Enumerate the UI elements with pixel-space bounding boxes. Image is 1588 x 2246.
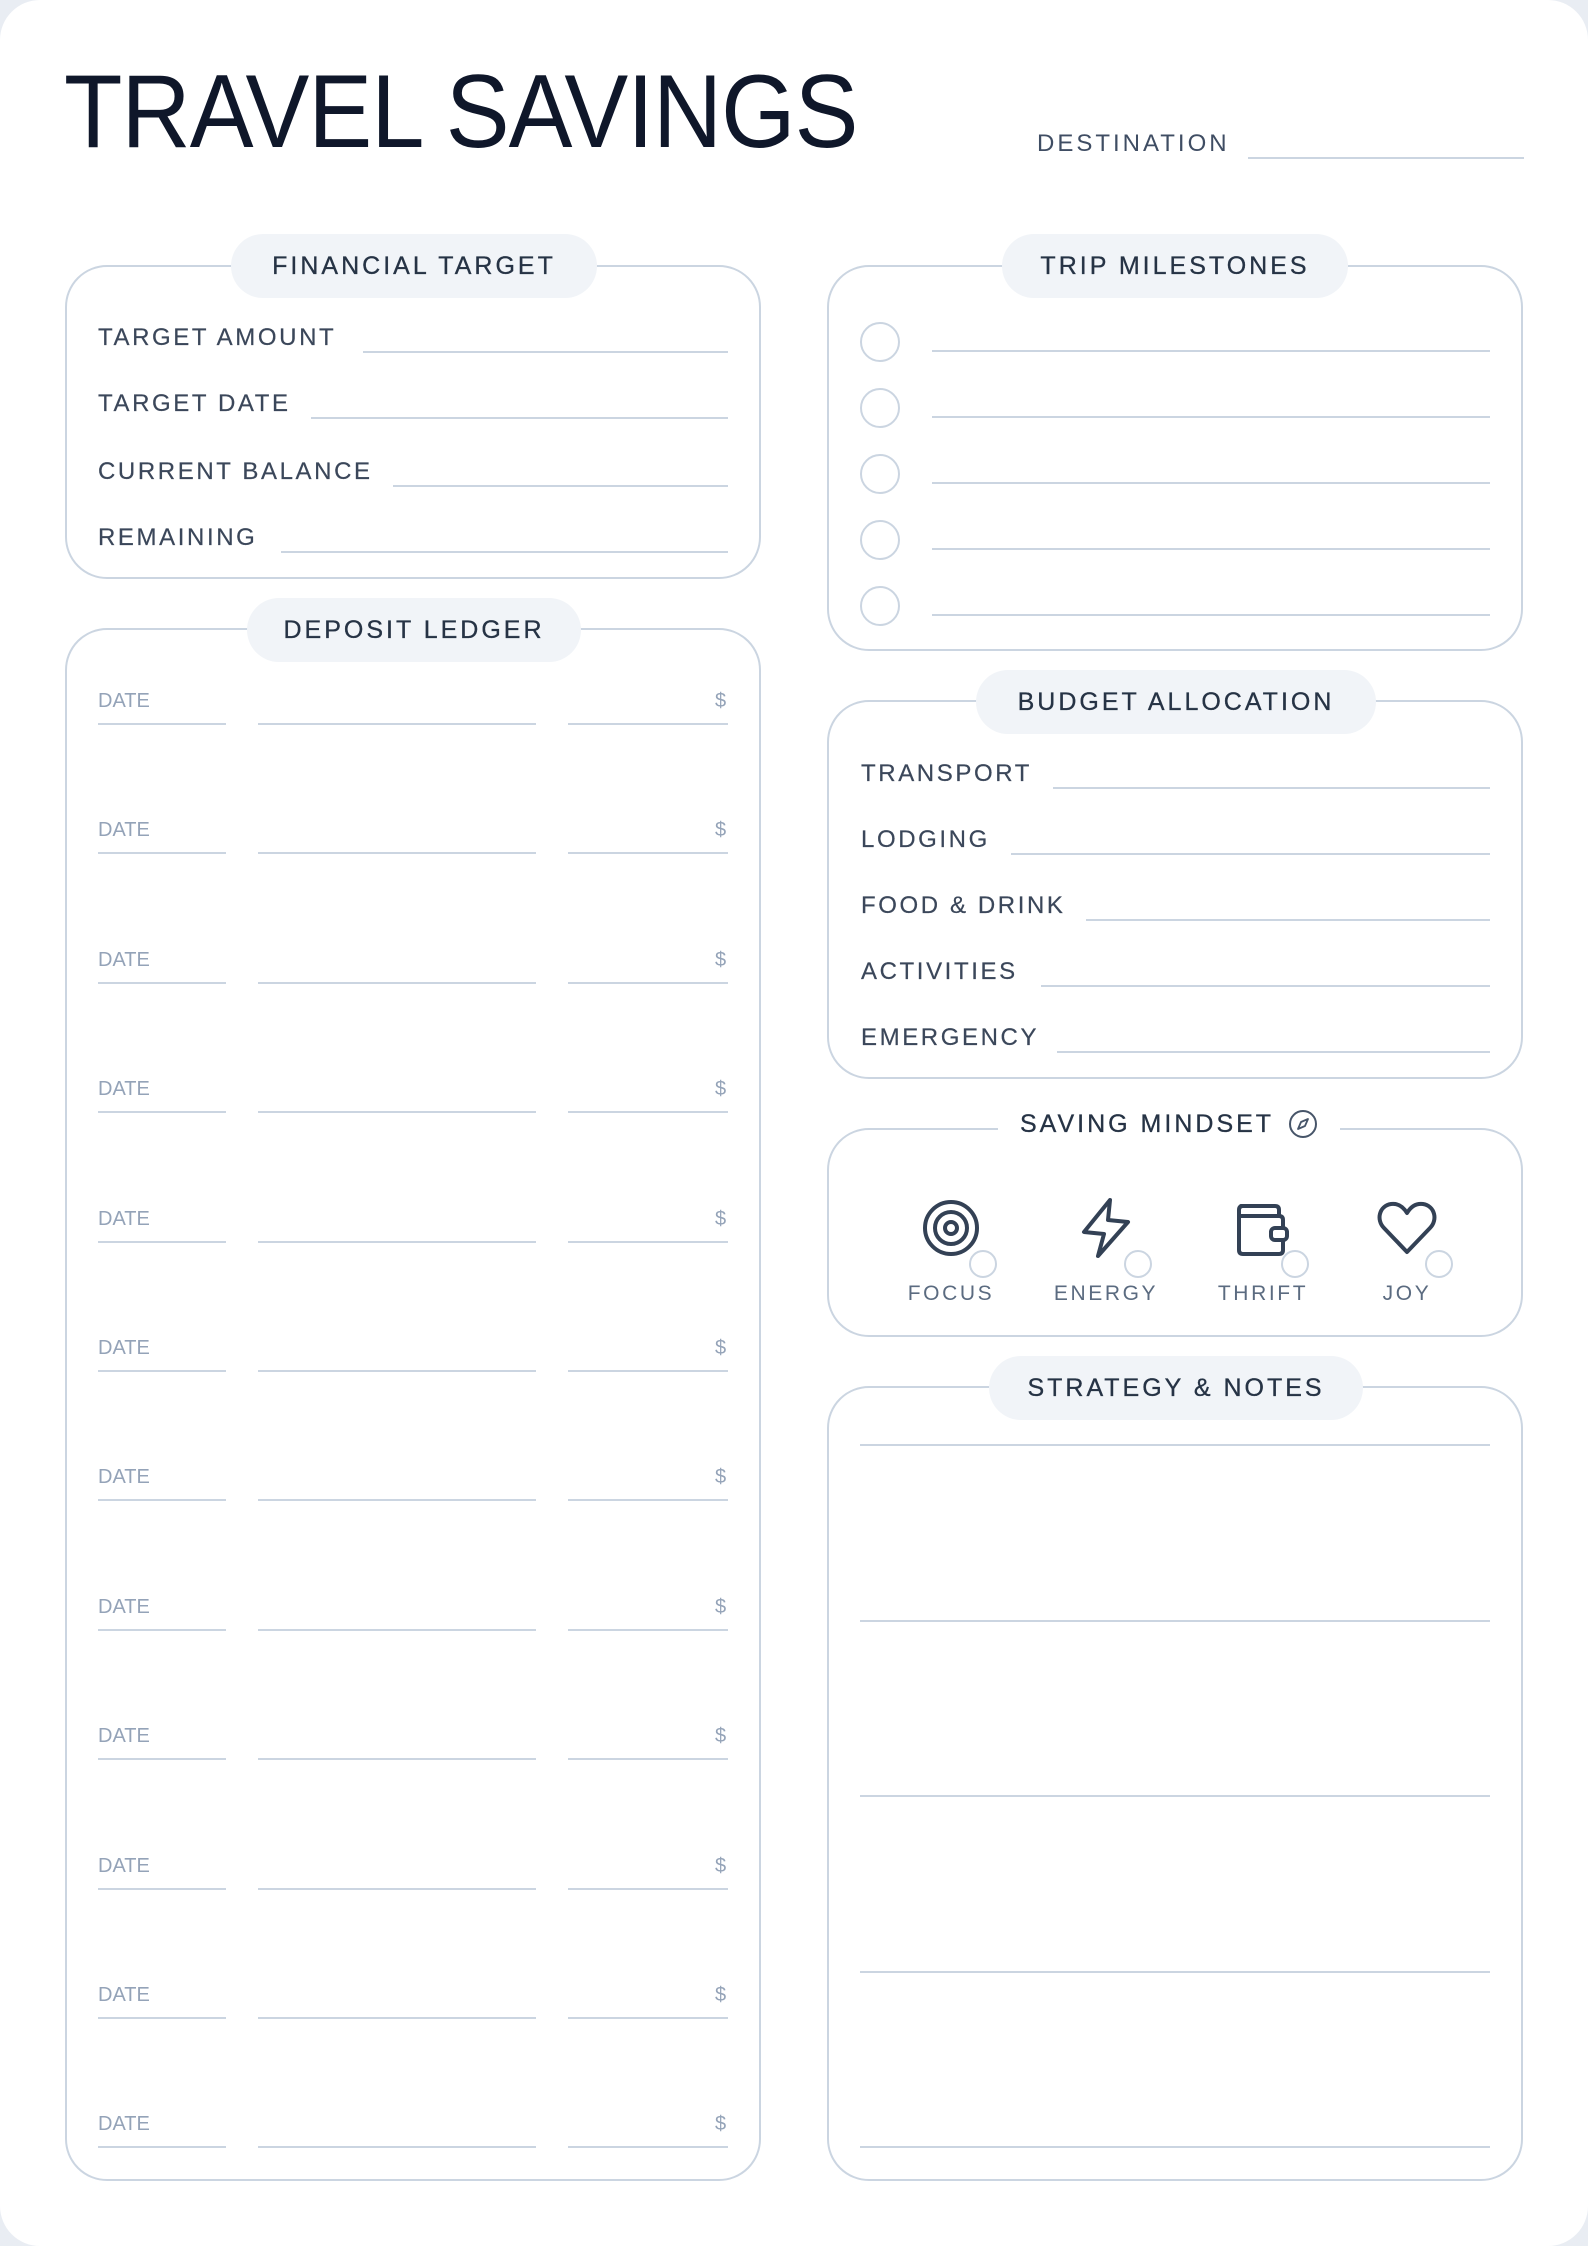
joy-checkbox[interactable] xyxy=(1425,1250,1453,1278)
saving-mindset-title xyxy=(998,1104,1340,1144)
joy-label: JOY xyxy=(1382,1282,1432,1305)
ledger-date-field[interactable] xyxy=(98,852,226,854)
milestone-field[interactable] xyxy=(932,482,1490,484)
focus-checkbox[interactable] xyxy=(969,1250,997,1278)
target-amount-field[interactable] xyxy=(363,351,728,353)
ledger-date-field[interactable] xyxy=(98,1370,226,1372)
ledger-amount-field[interactable] xyxy=(568,1758,728,1760)
ledger-description-field[interactable] xyxy=(258,723,536,725)
milestone-checkbox[interactable] xyxy=(860,586,900,626)
target-icon xyxy=(919,1196,983,1260)
financial-target-title: FINANCIAL TARGET xyxy=(231,234,597,298)
ledger-amount-field[interactable] xyxy=(568,2146,728,2148)
ledger-description-field[interactable] xyxy=(258,2146,536,2148)
ledger-amount-field[interactable] xyxy=(568,1629,728,1631)
ledger-description-field[interactable] xyxy=(258,1629,536,1631)
ledger-date-field[interactable] xyxy=(98,1888,226,1890)
notes-line[interactable] xyxy=(860,1444,1490,1446)
ledger-date-placeholder: DATE xyxy=(98,2113,150,2135)
ledger-date-placeholder: DATE xyxy=(98,1855,150,1877)
milestone-field[interactable] xyxy=(932,416,1490,418)
budget-allocation-title: BUDGET ALLOCATION xyxy=(976,670,1376,734)
ledger-currency-symbol: $ xyxy=(715,1208,727,1230)
transport-field[interactable] xyxy=(1053,787,1490,789)
ledger-date-placeholder: DATE xyxy=(98,1466,150,1488)
ledger-date-field[interactable] xyxy=(98,1499,226,1501)
ledger-currency-symbol: $ xyxy=(715,949,727,971)
mindset-option-thrift[interactable] xyxy=(1198,1196,1328,1306)
current-balance-field[interactable] xyxy=(393,485,728,487)
ledger-description-field[interactable] xyxy=(258,1499,536,1501)
ledger-amount-field[interactable] xyxy=(568,1370,728,1372)
ledger-date-field[interactable] xyxy=(98,1111,226,1113)
deposit-ledger-title: DEPOSIT LEDGER xyxy=(247,598,581,662)
notes-line[interactable] xyxy=(860,1620,1490,1622)
milestone-checkbox[interactable] xyxy=(860,322,900,362)
ledger-currency-symbol: $ xyxy=(715,1725,727,1747)
ledger-amount-field[interactable] xyxy=(568,1499,728,1501)
budget-allocation-panel xyxy=(827,700,1523,1079)
milestone-checkbox[interactable] xyxy=(860,388,900,428)
ledger-date-field[interactable] xyxy=(98,982,226,984)
ledger-date-field[interactable] xyxy=(98,723,226,725)
ledger-amount-field[interactable] xyxy=(568,1241,728,1243)
lightning-icon xyxy=(1074,1196,1138,1260)
ledger-currency-symbol: $ xyxy=(715,1466,727,1488)
emergency-label: EMERGENCY xyxy=(861,1024,1040,1051)
current-balance-label: CURRENT BALANCE xyxy=(98,458,373,485)
ledger-currency-symbol: $ xyxy=(715,690,727,712)
page-title: TRAVEL SAVINGS xyxy=(64,54,858,170)
energy-label: ENERGY xyxy=(1053,1282,1159,1305)
ledger-amount-field[interactable] xyxy=(568,723,728,725)
ledger-description-field[interactable] xyxy=(258,1888,536,1890)
ledger-currency-symbol: $ xyxy=(715,1984,727,2006)
ledger-description-field[interactable] xyxy=(258,852,536,854)
strategy-notes-title: STRATEGY & NOTES xyxy=(989,1356,1363,1420)
ledger-date-placeholder: DATE xyxy=(98,819,150,841)
ledger-date-field[interactable] xyxy=(98,1629,226,1631)
ledger-amount-field[interactable] xyxy=(568,2017,728,2019)
ledger-amount-field[interactable] xyxy=(568,852,728,854)
activities-field[interactable] xyxy=(1041,985,1490,987)
trip-milestones-panel xyxy=(827,265,1523,651)
strategy-notes-panel xyxy=(827,1386,1523,2181)
food-drink-field[interactable] xyxy=(1086,919,1490,921)
ledger-description-field[interactable] xyxy=(258,1111,536,1113)
ledger-date-placeholder: DATE xyxy=(98,1725,150,1747)
wallet-icon xyxy=(1231,1196,1295,1260)
trip-milestones-title: TRIP MILESTONES xyxy=(1002,234,1348,298)
ledger-date-placeholder: DATE xyxy=(98,1208,150,1230)
heart-icon xyxy=(1375,1196,1439,1260)
ledger-date-placeholder: DATE xyxy=(98,690,150,712)
destination-field[interactable] xyxy=(1248,157,1524,159)
target-date-label: TARGET DATE xyxy=(98,390,291,417)
mindset-option-joy[interactable] xyxy=(1342,1196,1472,1306)
notes-line[interactable] xyxy=(860,2146,1490,2148)
deposit-ledger-panel xyxy=(65,628,761,2181)
ledger-currency-symbol: $ xyxy=(715,819,727,841)
ledger-date-field[interactable] xyxy=(98,1241,226,1243)
activities-label: ACTIVITIES xyxy=(861,958,1018,985)
milestone-checkbox[interactable] xyxy=(860,454,900,494)
ledger-date-placeholder: DATE xyxy=(98,1596,150,1618)
milestone-field[interactable] xyxy=(932,350,1490,352)
target-date-field[interactable] xyxy=(311,417,728,419)
remaining-label: REMAINING xyxy=(98,524,258,551)
thrift-label: THRIFT xyxy=(1217,1282,1309,1305)
ledger-amount-field[interactable] xyxy=(568,1111,728,1113)
ledger-currency-symbol: $ xyxy=(715,1337,727,1359)
lodging-field[interactable] xyxy=(1011,853,1490,855)
food-drink-label: FOOD & DRINK xyxy=(861,892,1066,919)
emergency-field[interactable] xyxy=(1057,1051,1490,1053)
milestone-field[interactable] xyxy=(932,614,1490,616)
lodging-label: LODGING xyxy=(861,826,990,853)
ledger-description-field[interactable] xyxy=(258,1241,536,1243)
ledger-date-placeholder: DATE xyxy=(98,949,150,971)
ledger-date-field[interactable] xyxy=(98,2146,226,2148)
notes-line[interactable] xyxy=(860,1971,1490,1973)
ledger-currency-symbol: $ xyxy=(715,1596,727,1618)
mindset-option-energy[interactable] xyxy=(1041,1196,1171,1306)
ledger-amount-field[interactable] xyxy=(568,1888,728,1890)
ledger-date-placeholder: DATE xyxy=(98,1078,150,1100)
ledger-description-field[interactable] xyxy=(258,982,536,984)
ledger-description-field[interactable] xyxy=(258,2017,536,2019)
ledger-amount-field[interactable] xyxy=(568,982,728,984)
ledger-currency-symbol: $ xyxy=(715,1078,727,1100)
target-amount-label: TARGET AMOUNT xyxy=(98,324,337,351)
milestone-field[interactable] xyxy=(932,548,1490,550)
ledger-date-field[interactable] xyxy=(98,2017,226,2019)
ledger-date-field[interactable] xyxy=(98,1758,226,1760)
ledger-description-field[interactable] xyxy=(258,1758,536,1760)
ledger-currency-symbol: $ xyxy=(715,1855,727,1877)
energy-checkbox[interactable] xyxy=(1124,1250,1152,1278)
notes-line[interactable] xyxy=(860,1795,1490,1797)
remaining-field[interactable] xyxy=(281,551,728,553)
mindset-option-focus[interactable] xyxy=(886,1196,1016,1306)
ledger-currency-symbol: $ xyxy=(715,2113,727,2135)
focus-label: FOCUS xyxy=(907,1282,995,1305)
compass-icon xyxy=(1288,1109,1318,1139)
ledger-description-field[interactable] xyxy=(258,1370,536,1372)
destination-label: DESTINATION xyxy=(1037,130,1230,157)
thrift-checkbox[interactable] xyxy=(1281,1250,1309,1278)
ledger-date-placeholder: DATE xyxy=(98,1984,150,2006)
saving-mindset-title-text: SAVING MINDSET xyxy=(1020,1109,1275,1138)
transport-label: TRANSPORT xyxy=(861,760,1032,787)
ledger-date-placeholder: DATE xyxy=(98,1337,150,1359)
milestone-checkbox[interactable] xyxy=(860,520,900,560)
